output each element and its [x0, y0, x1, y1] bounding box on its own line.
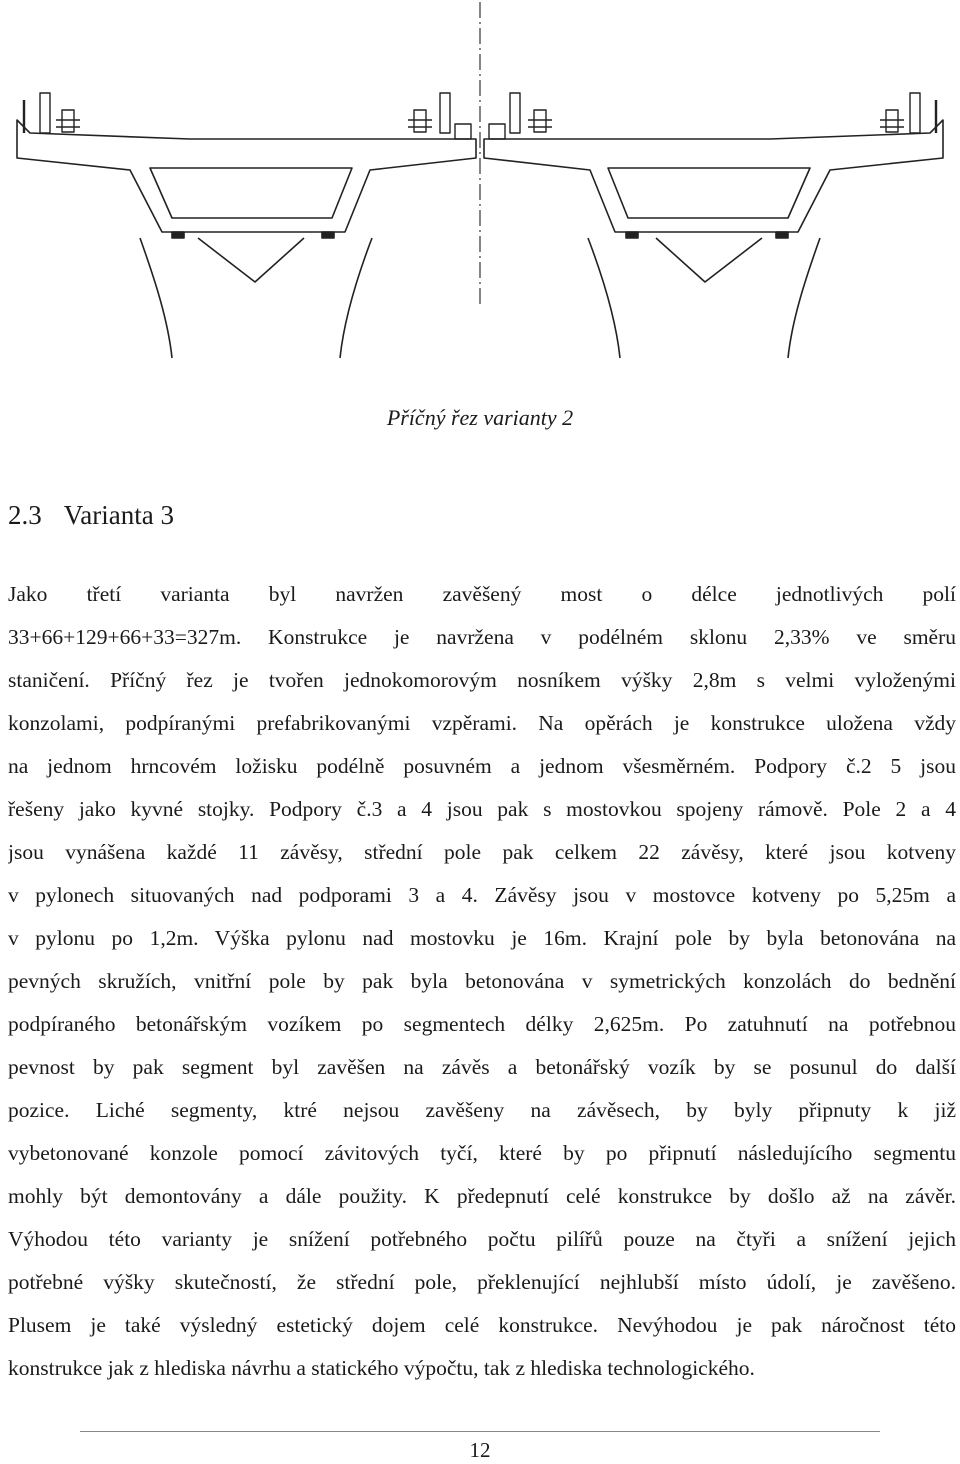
- page-number: 12: [469, 1438, 491, 1462]
- text-line: pozice. Liché segmenty, ktré nejsou zavěšeny na závěsech, by byly připnuty k již: [8, 1098, 956, 1122]
- text-line: jsou vynášena každé 11 závěsy, střední pole pak celkem 22 závěsy, které jsou kotveny: [8, 840, 956, 864]
- text-line: na jednom hrncovém ložisku podélně posuvném a jednom všesměrném. Podpory č.2 5 jsou: [8, 754, 956, 778]
- text-line: v pylonech situovaných nad podporami 3 a 4. Závěsy jsou v mostovce kotveny po 5,25m a: [8, 883, 956, 907]
- section-heading: [8, 500, 174, 531]
- section-title: Varianta 3: [63, 500, 174, 530]
- text-line: vybetonované konzole pomocí závitových tyčí, které by po připnutí následujícího segmentu: [8, 1141, 956, 1165]
- text-line: v pylonu po 1,2m. Výška pylonu nad mostovku je 16m. Krajní pole by byla betonována na: [8, 926, 956, 950]
- text-line: Jako třetí varianta byl navržen zavěšený most o délce jednotlivých polí: [8, 582, 956, 606]
- text-line: podpíraného betonářským vozíkem po segmentech délky 2,625m. Po zatuhnutí na potřebnou: [8, 1012, 956, 1036]
- figure-caption: Příčný řez varianty 2: [386, 405, 574, 430]
- right-box-girder: [484, 120, 943, 238]
- text-line: mohly být demontovány a dále použity. K předepnutí celé konstrukce by došlo až na závěr.: [8, 1184, 956, 1208]
- text-line: pevnost by pak segment byl zavěšen na závěs a betonářský vozík by se posunul do další: [8, 1055, 956, 1079]
- text-line: 33+66+129+66+33=327m. Konstrukce je navržena v podélném sklonu 2,33% ve směru: [8, 625, 956, 649]
- left-pier: [140, 238, 372, 358]
- right-railings: [489, 93, 936, 139]
- text-line: staničení. Příčný řez je tvořen jednokomorovým nosníkem výšky 2,8m s velmi vyloženými: [8, 668, 956, 692]
- body-paragraph: [8, 573, 956, 1390]
- text-line: pevných skružích, vnitřní pole by pak byla betonována v symetrických konzolách do bednění: [8, 969, 956, 993]
- text-line: potřebné výšky skutečností, že střední pole, překlenující nejhlubší místo údolí, je zavěšeno.: [8, 1270, 956, 1294]
- right-pier: [588, 238, 820, 358]
- text-line: konstrukce jak z hlediska návrhu a statického výpočtu, tak z hlediska technologického.: [8, 1356, 755, 1380]
- left-box-girder: [17, 120, 476, 238]
- left-railings: [24, 93, 471, 139]
- text-line: Plusem je také výsledný estetický dojem celé konstrukce. Nevýhodou je pak náročnost této: [8, 1313, 956, 1337]
- footer-divider: [80, 1431, 880, 1432]
- text-line: řešeny jako kyvné stojky. Podpory č.3 a 4 jsou pak s mostovkou spojeny rámově. Pole 2 a 4: [8, 797, 956, 821]
- text-line: Výhodou této varianty je snížení potřebného počtu pilířů pouze na čtyři a snížení jejich: [8, 1227, 956, 1251]
- text-line: konzolami, podpíranými prefabrikovanými vzpěrami. Na opěrách je konstrukce uložena vždy: [8, 711, 956, 735]
- section-number: 2.3: [8, 500, 42, 530]
- cross-section-drawing: [0, 0, 960, 370]
